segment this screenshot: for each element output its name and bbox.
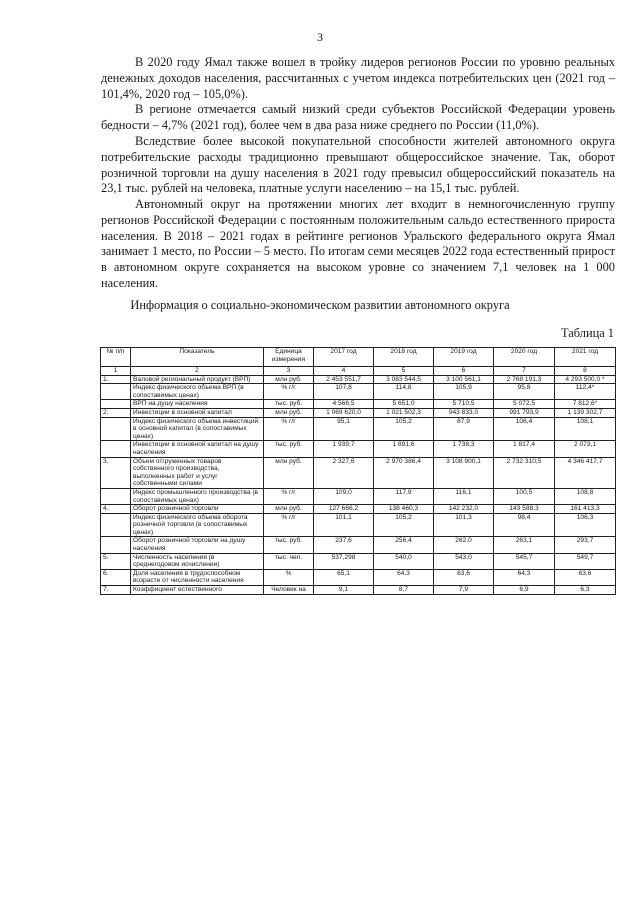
value-cell: 101,1 [314,513,374,537]
value-cell: 6,9 [494,586,555,595]
indicator-name: Индекс промышленного производства (в сопоставимых ценах) [131,488,264,504]
column-header: № п/п [101,348,131,367]
row-number [101,488,131,504]
value-cell: 105,2 [374,417,434,441]
indicator-name: Инвестиции в основной капитал на душу населения [131,441,264,457]
value-cell: 114,8 [374,384,434,400]
value-cell: 262,0 [434,537,494,553]
value-cell: 87,9 [434,417,494,441]
indicator-name: Инвестиции в основной капитал [131,408,264,417]
unit-cell: % [264,569,314,585]
table-row [101,400,616,409]
unit-cell: млн руб. [264,457,314,488]
value-cell: 2 453 551,7 [314,375,374,384]
value-cell: 2 768 191,3 [494,375,555,384]
value-cell: 64,3 [494,569,555,585]
indicator-name: Доля населения в трудоспособном возрасте от численности населения [131,569,264,585]
column-header: 2017 год [314,348,374,367]
table-index-row [101,367,616,376]
column-index: 6 [434,367,494,376]
row-number [101,384,131,400]
paragraph-income: В 2020 году Ямал также вошел в тройку лидеров регионов России по уровню реальных денежных доходов населения, рассчитанных с учетом индекса потребительских цен (2021 год – 101,4%, 2020 год – 105,0%). [101,55,615,101]
value-cell: 3 100 561,1 [434,375,494,384]
value-cell: 143 588,3 [494,505,555,514]
value-cell: 108,1 [555,417,616,441]
table-row [101,417,616,441]
value-cell: 116,1 [434,488,494,504]
value-cell: 1 891,6 [374,441,434,457]
row-number: 7. [101,586,131,595]
value-cell: 545,7 [494,553,555,569]
row-number: 2. [101,408,131,417]
value-cell: 100,5 [494,488,555,504]
column-header: 2018 год [374,348,434,367]
row-number: 6. [101,569,131,585]
value-cell: 549,7 [555,553,616,569]
row-number: 4. [101,505,131,514]
indicator-name: Валовой региональный продукт (ВРП) [131,375,264,384]
value-cell: 95,1 [314,417,374,441]
value-cell: 3 083 544,5 [374,375,434,384]
value-cell: 293,7 [555,537,616,553]
socio-economic-table [100,347,616,595]
value-cell: 2 732 310,5 [494,457,555,488]
indicator-name: Оборот розничной торговли на душу населения [131,537,264,553]
value-cell: 5 710,5 [434,400,494,409]
value-cell: 4 293 500,0 * [555,375,616,384]
table-label: Таблица 1 [561,326,614,340]
row-number [101,513,131,537]
table-row [101,375,616,384]
value-cell: 1 021 502,3 [374,408,434,417]
row-number [101,537,131,553]
table-row [101,384,616,400]
value-cell: 1 817,4 [494,441,555,457]
indicator-name: ВРП на душу населения [131,400,264,409]
unit-cell: % г/г [264,513,314,537]
unit-cell: тыс. руб. [264,537,314,553]
unit-cell: млн руб. [264,375,314,384]
paragraph-population: Автономный округ на протяжении многих лет входит в немногочисленную группу регионов Российской Федерации с постоянным положительным сальдо естественного прироста населения. В 2018 – 2021 годах в рейтинге регионов Уральского федерального округа Ямал занимает 1 место, по России – 5 место. По итогам семи месяцев 2022 года естественный прирост в автономном округе сохраняется на высоком уровне со значением 7,1 человек на 1 000 населения. [101,197,615,290]
table-row [101,553,616,569]
value-cell: 112,4* [555,384,616,400]
row-number [101,400,131,409]
value-cell: 105,9 [434,384,494,400]
value-cell: 105,2 [374,513,434,537]
section-title: Информация о социально-экономическом развитии автономного округа [130,298,510,312]
value-cell: 943 833,0 [434,408,494,417]
unit-cell: Человек на [264,586,314,595]
value-cell: 138 460,3 [374,505,434,514]
value-cell: 106,4 [494,417,555,441]
value-cell: 540,0 [374,553,434,569]
column-index: 7 [494,367,555,376]
value-cell: 4 346 417,7 [555,457,616,488]
value-cell: 1 069 620,0 [314,408,374,417]
indicator-name: Индекс физического объема ВРП (в сопоставимых ценах) [131,384,264,400]
unit-cell: тыс. руб. [264,441,314,457]
column-header: 2021 год [555,348,616,367]
table-row [101,586,616,595]
value-cell: 7 812,6* [555,400,616,409]
indicator-name: Индекс физического объема инвестиций в основной капитал (в сопоставимых ценах) [131,417,264,441]
value-cell: 537,298 [314,553,374,569]
value-cell: 9,1 [314,586,374,595]
table-header-row [101,348,616,367]
indicator-name: Оборот розничной торговли [131,505,264,514]
value-cell: 5 072,5 [494,400,555,409]
table-row [101,457,616,488]
value-cell: 106,3 [555,513,616,537]
value-cell: 7,9 [434,586,494,595]
value-cell: 117,9 [374,488,434,504]
row-number [101,417,131,441]
unit-cell: млн руб. [264,505,314,514]
row-number [101,441,131,457]
column-index: 3 [264,367,314,376]
indicator-name: Коэффициент естественного [131,586,264,595]
column-index: 8 [555,367,616,376]
table-row [101,408,616,417]
value-cell: 64,3 [374,569,434,585]
value-cell: 2 073,1 [555,441,616,457]
indicator-name: Объем отгруженных товаров собственного производства, выполненных работ и услуг собственными силами [131,457,264,488]
table-row [101,537,616,553]
value-cell: 109,0 [314,488,374,504]
table-row [101,513,616,537]
unit-cell: % г/г [264,384,314,400]
value-cell: 2 970 386,4 [374,457,434,488]
value-cell: 2 327,6 [314,457,374,488]
value-cell: 263,1 [494,537,555,553]
value-cell: 1 738,3 [434,441,494,457]
value-cell: 4 566,5 [314,400,374,409]
unit-cell: млн руб. [264,408,314,417]
paragraph-consumption: Вследствие более высокой покупательной способности жителей автономного округа потребительские расходы традиционно превышают общероссийское значение. Так, оборот розничной торговли на душу населения в 2021 году превысил общероссийский показатель на 23,1 тыс. рублей на человека, платные услуги населению – на 15,1 тыс. рублей. [101,134,615,196]
value-cell: 991 793,9 [494,408,555,417]
row-number: 1. [101,375,131,384]
table-row [101,441,616,457]
value-cell: 142 232,0 [434,505,494,514]
column-index: 4 [314,367,374,376]
value-cell: 1 939,7 [314,441,374,457]
table-row [101,569,616,585]
unit-cell: тыс. руб. [264,400,314,409]
row-number: 5. [101,553,131,569]
page-number: 3 [317,30,323,44]
value-cell: 256,4 [374,537,434,553]
value-cell: 6,3 [555,586,616,595]
value-cell: 63,6 [555,569,616,585]
table-row [101,505,616,514]
value-cell: 95,8 [494,384,555,400]
indicator-name: Индекс физического объема оборота розничной торговли (в сопоставимых ценах) [131,513,264,537]
value-cell: 8,7 [374,586,434,595]
column-index: 1 [101,367,131,376]
unit-cell: тыс. чел. [264,553,314,569]
indicator-name: Численность населения (в среднегодовом исчислении) [131,553,264,569]
column-header: 2019 год [434,348,494,367]
table-row [101,488,616,504]
column-header: Единица измерения [264,348,314,367]
value-cell: 161 413,3 [555,505,616,514]
column-index: 5 [374,367,434,376]
value-cell: 5 651,0 [374,400,434,409]
value-cell: 543,0 [434,553,494,569]
unit-cell: % г/г [264,488,314,504]
value-cell: 3 108 900,1 [434,457,494,488]
value-cell: 127 666,2 [314,505,374,514]
value-cell: 107,8 [314,384,374,400]
column-header: Показатель [131,348,264,367]
value-cell: 237,6 [314,537,374,553]
column-header: 2020 год [494,348,555,367]
value-cell: 98,4 [494,513,555,537]
value-cell: 63,6 [434,569,494,585]
paragraph-poverty: В регионе отмечается самый низкий среди субъектов Российской Федерации уровень бедности – 4,7% (2021 год), более чем в два раза ниже среднего по России (11,0%). [101,102,615,132]
value-cell: 101,3 [434,513,494,537]
value-cell: 1 139 302,7 [555,408,616,417]
column-index: 2 [131,367,264,376]
value-cell: 65,1 [314,569,374,585]
row-number: 3. [101,457,131,488]
value-cell: 108,8 [555,488,616,504]
unit-cell: % г/г [264,417,314,441]
